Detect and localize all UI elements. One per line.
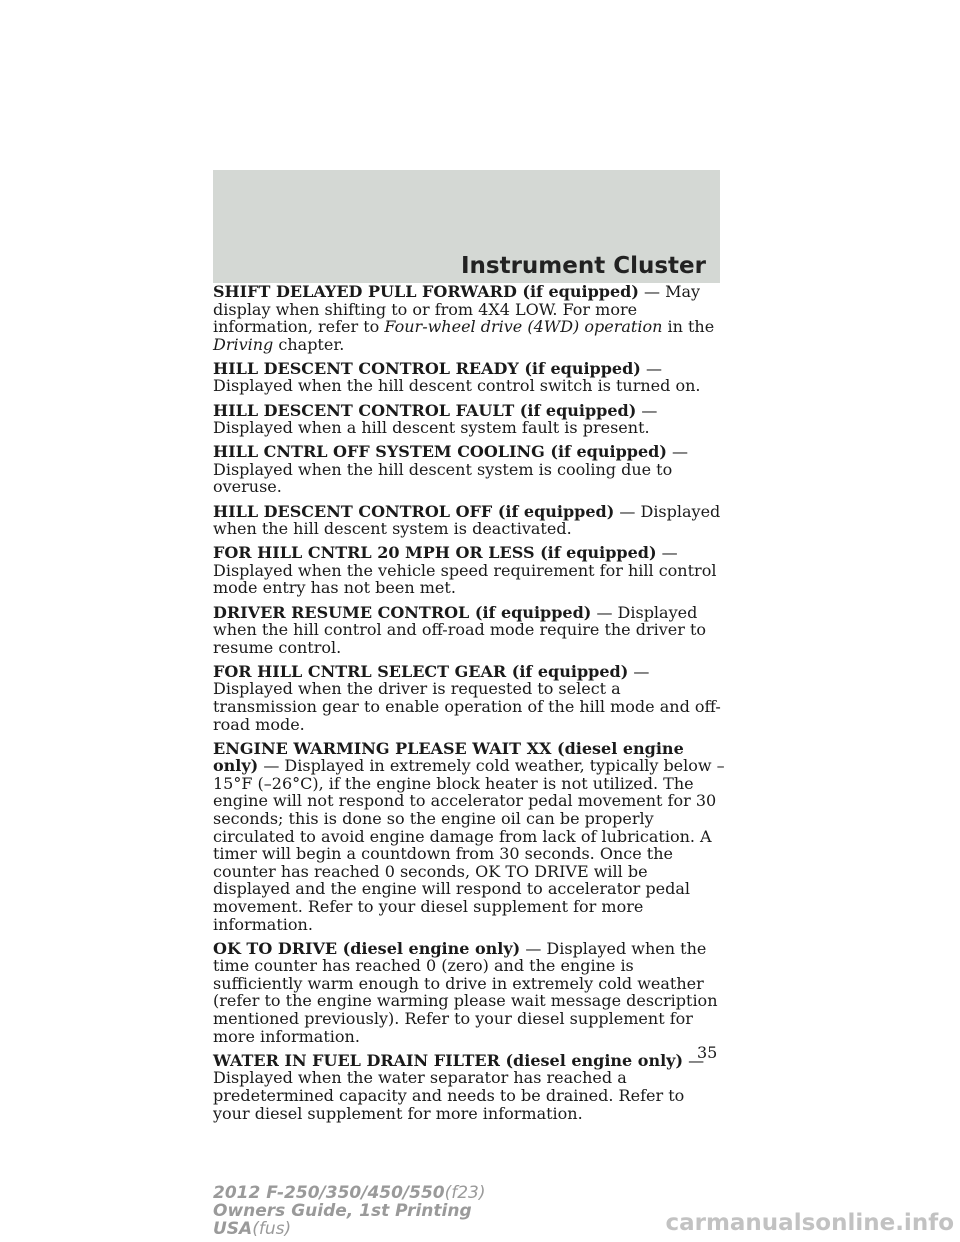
- message-entry: [213, 283, 725, 353]
- message-term: OK TO DRIVE (diesel engine only): [213, 938, 521, 958]
- print-footer: [213, 1184, 486, 1238]
- message-term: HILL DESCENT CONTROL READY (if equipped): [213, 358, 641, 378]
- message-entry: [213, 544, 725, 597]
- message-term: HILL DESCENT CONTROL FAULT (if equipped): [213, 400, 637, 420]
- message-entry: [213, 443, 725, 496]
- message-description: — Displayed when the driver is requested to select a transmission gear to enable operation of the hill mode and off-road mode.: [213, 661, 721, 734]
- footer-model: 2012 F-250/350/450/550: [213, 1183, 445, 1203]
- message-description: — May display when shifting to or from 4X4 LOW. For more information, refer to: [213, 282, 701, 337]
- message-term: HILL DESCENT CONTROL OFF (if equipped): [213, 501, 615, 521]
- footer-market: USA: [213, 1219, 253, 1239]
- chapter-header-band: [213, 170, 720, 283]
- message-description: — Displayed when the water separator has reached a predetermined capacity and needs to be drained. Refer to your diesel supplement for more information.: [213, 1050, 705, 1123]
- reference-connector: in the: [662, 317, 715, 337]
- message-description: — Displayed when the hill control and off-road mode require the driver to resume control.: [213, 602, 707, 657]
- page-number: 35: [697, 1043, 718, 1062]
- message-description: — Displayed when a hill descent system fault is present.: [213, 400, 658, 438]
- message-description: — Displayed in extremely cold weather, typically below –15°F (–26°C), if the engine block heater is not utilized. The engine will not respond to accelerator pedal movement for 30 seconds; this is done so the engine oil can be properly circulated to avoid engine damage from lack of lubrication. A timer will begin a countdown from 30 seconds. Once the counter has reached 0 seconds, OK TO DRIVE will be displayed and the engine will respond to accelerator pedal movement. Refer to your diesel supplement for more information.: [213, 756, 725, 934]
- message-entry: [213, 1052, 725, 1122]
- footer-line-market: [213, 1220, 486, 1238]
- chapter-title: Instrument Cluster: [460, 253, 706, 279]
- message-entry: [213, 740, 725, 934]
- message-description: — Displayed when the time counter has reached 0 (zero) and the engine is sufficiently warm enough to drive in extremely cold weather (refer to the engine warming please wait message description mentioned previously). Refer to your diesel supplement for more information.: [213, 938, 718, 1046]
- message-entry: [213, 663, 725, 733]
- message-term: SHIFT DELAYED PULL FORWARD (if equipped): [213, 282, 639, 301]
- footer-market-code: (fus): [252, 1219, 292, 1239]
- message-entry: [213, 940, 725, 1046]
- message-description: — Displayed when the hill descent system is cooling due to overuse.: [213, 442, 688, 497]
- message-entry: [213, 503, 725, 538]
- page-body: [213, 283, 725, 1129]
- message-description: — Displayed when the hill descent system is deactivated.: [213, 501, 721, 539]
- message-term: HILL CNTRL OFF SYSTEM COOLING (if equipped): [213, 442, 667, 462]
- message-term: DRIVER RESUME CONTROL (if equipped): [213, 602, 592, 622]
- message-description: — Displayed when the hill descent control switch is turned on.: [213, 358, 701, 396]
- message-term: FOR HILL CNTRL SELECT GEAR (if equipped): [213, 661, 629, 681]
- message-entry: [213, 360, 725, 395]
- message-entry: [213, 604, 725, 657]
- footer-line-printing: Owners Guide, 1st Printing: [213, 1201, 472, 1221]
- message-term: FOR HILL CNTRL 20 MPH OR LESS (if equipped): [213, 543, 657, 563]
- reference-end: chapter.: [273, 334, 345, 354]
- section-reference: Four-wheel drive (4WD) operation: [384, 317, 663, 337]
- message-entry: [213, 402, 725, 437]
- footer-line-model: [213, 1184, 486, 1202]
- chapter-reference: Driving: [213, 334, 274, 354]
- message-term: WATER IN FUEL DRAIN FILTER (diesel engine only): [213, 1050, 684, 1070]
- footer-model-code: (f23): [444, 1183, 486, 1203]
- watermark: carmanualsonline.info: [665, 1210, 954, 1236]
- message-description: — Displayed when the vehicle speed requirement for hill control mode entry has not been met.: [213, 543, 717, 598]
- message-term: ENGINE WARMING PLEASE WAIT XX (diesel engine only): [213, 738, 684, 776]
